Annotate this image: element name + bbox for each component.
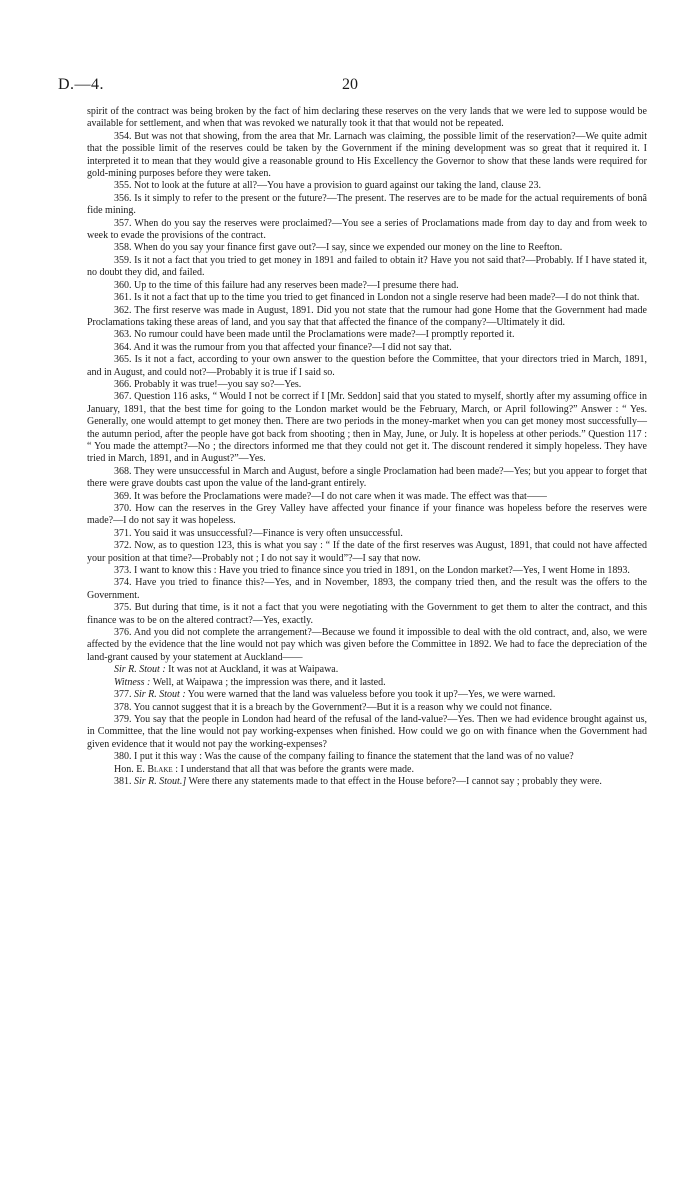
testimony-paragraph — [87, 342, 647, 354]
testimony-paragraph — [87, 565, 647, 577]
paragraph-text: 367. Question 116 asks, “ Would I not be correct if I [Mr. Seddon] said that you stated to myself, shortly after my assuming office in January, 1891, that the best time for going to the London market would be the February, March, or April following?” Answer : “ Yes. Generally, one would attempt to get money then. There are two periods in the money-market when you can get money most successfully—the autumn period, after the people have got back from shooting ; then in May, June, or July. It is hopeless at other periods.” Question 117 : “ You made the attempt?—No ; the directors informed me that they could not get it. The discount rendered it simply hopeless. They have tried in March, 1891, and in August?”—Yes. — [87, 391, 647, 465]
paragraph-text: Were there any statements made to that effect in the House before?—I cannot say ; probably they were. — [186, 775, 602, 787]
paragraph-text: 376. And you did not complete the arrangement?—Because we found it impossible to deal with the old contract, and, also, we were affected by the evidence that the line would not pay which was given before the Committee in 1892. We had to face the depreciation of the land-grant caused by your statement at Auckland—— — [87, 627, 647, 663]
paragraph-text: 370. How can the reserves in the Grey Valley have affected your finance if your finance was hopeless before the reserves were made?—I do not say it was hopeless. — [87, 503, 647, 527]
paragraph-text: 374. Have you tried to finance this?—Yes, and in November, 1893, the company tried then, and the result was the offers to the Government. — [87, 577, 647, 601]
testimony-paragraph — [87, 503, 647, 528]
testimony-paragraph — [87, 193, 647, 218]
testimony-paragraph — [87, 664, 647, 676]
testimony-paragraph — [87, 131, 647, 181]
speaker-name: Sir R. Stout : — [134, 689, 186, 701]
body-text — [87, 106, 647, 788]
paragraph-text: 371. You said it was unsuccessful?—Finance is very often unsuccessful. — [114, 527, 403, 539]
paragraph-text: 368. They were unsuccessful in March and August, before a single Proclamation had been made?—Yes; but you appear to forget that there were grave doubts cast upon the value of the land-grant entirely. — [87, 465, 647, 490]
testimony-paragraph — [87, 218, 647, 243]
paragraph-text: 369. It was before the Proclamations were made?—I do not care when it was made. The effect was that—— — [114, 490, 547, 502]
testimony-paragraph — [87, 354, 647, 379]
paragraph-text: 372. Now, as to question 123, this is what you say : “ If the date of the first reserves was August, 1891, that could not have affected your position at that time?—Probably not ; I do not say it would”?—I say that now. — [87, 540, 647, 564]
testimony-paragraph — [87, 280, 647, 292]
testimony-paragraph — [87, 491, 647, 503]
testimony-paragraph — [87, 255, 647, 280]
testimony-paragraph — [87, 751, 647, 763]
testimony-paragraph — [87, 292, 647, 304]
paragraph-text: 354. But was not that showing, from the area that Mr. Larnach was claiming, the possible limit of the reservation?—We quite admit that the possible limit of the reserves could be taken by the Government if the mining development was so great that it required it. I interpreted it to mean that they would give a reasonable ground to His Excellency the Governor to show that these lands were required for gold-mining purposes before they were taken. — [87, 130, 647, 180]
testimony-paragraph — [87, 577, 647, 602]
paragraph-prefix: Hon. E. — [114, 763, 148, 775]
paragraph-text: You were warned that the land was valueless before you took it up?—Yes, we were warned. — [185, 689, 556, 701]
paragraph-text: 375. But during that time, is it not a fact that you were negotiating with the Government to get them to alter the contract, and this finance was to be on the altered contract?—Yes, exactly. — [87, 602, 647, 626]
paragraph-text: 360. Up to the time of this failure had any reserves been made?—I presume there had. — [114, 279, 459, 291]
paragraph-text: 366. Probably it was true!—you say so?—Yes. — [114, 378, 302, 390]
testimony-paragraph — [87, 329, 647, 341]
paragraph-text: 378. You cannot suggest that it is a breach by the Government?—But it is a reason why we could not finance. — [114, 701, 552, 713]
paragraph-text: Well, at Waipawa ; the impression was there, and it lasted. — [150, 676, 386, 688]
paragraph-text: 380. I put it this way : Was the cause of the company failing to finance the statement that the land was of no value? — [114, 751, 574, 763]
paragraph-text: 357. When do you say the reserves were proclaimed?—You see a series of Proclamations made from day to day and from week to week to evade the provisions of the contract. — [87, 217, 647, 242]
paragraph-text: 379. You say that the people in London had heard of the refusal of the land-value?—Yes. Then we had evidence brought against us, in Committee, that the line would not pay working-expenses when finished. How could we go on with finance when the Government had given evidence that it would not pay the working-expenses? — [87, 713, 647, 750]
paragraph-text: 365. Is it not a fact, according to your own answer to the question before the Committee, that your directors tried in March, 1891, and in August, and could not?—Probably it is true if I said so. — [87, 354, 647, 378]
paragraph-text: 356. Is it simply to refer to the present or the future?—The present. The reserves are to be made for the actual requirements of bonâ fide mining. — [87, 192, 647, 217]
testimony-paragraph — [87, 466, 647, 491]
paragraph-prefix: 381. — [114, 775, 134, 787]
testimony-paragraph — [87, 305, 647, 330]
testimony-paragraph — [87, 540, 647, 565]
paragraph-text: 362. The first reserve was made in August, 1891. Did you not state that the rumour had gone Home that the Government had made Proclamations taking these areas of land, and you say that that affected the finance of the company?—Ultimately it did. — [87, 304, 647, 328]
paragraph-text: 358. When do you say your finance first gave out?—I say, since we expended our money on the line to Reefton. — [114, 242, 563, 254]
testimony-paragraph — [87, 677, 647, 689]
testimony-paragraph — [87, 602, 647, 627]
paragraph-text: : I understand that all that was before the grants were made. — [172, 763, 414, 775]
paragraph-text: 363. No rumour could have been made until the Proclamations were made?—I promptly reported it. — [114, 329, 515, 341]
paragraph-text: 373. I want to know this : Have you tried to finance since you tried in 1891, on the London market?—Yes, I went Home in 1893. — [114, 565, 630, 577]
paragraph-text: 359. Is it not a fact that you tried to get money in 1891 and failed to obtain it? Have you not said that?—Probably. If I have stated it, no doubt they did, and failed. — [87, 254, 647, 279]
speaker-name: Sir R. Stout : — [114, 664, 166, 676]
testimony-paragraph — [87, 242, 647, 254]
testimony-paragraph — [87, 379, 647, 391]
testimony-paragraph — [87, 776, 647, 788]
testimony-paragraph — [87, 180, 647, 192]
paragraph-prefix: 377. — [114, 689, 134, 701]
testimony-paragraph — [87, 764, 647, 776]
testimony-paragraph — [87, 702, 647, 714]
paragraph-text: It was not at Auckland, it was at Waipawa. — [165, 664, 339, 676]
continued-paragraph: spirit of the contract was being broken by the fact of him declaring these reserves on the very lands that we were led to suppose would be available for settlement, and when that was revoked we naturally took it that that would not be repeated. — [87, 106, 647, 130]
paragraph-text: 364. And it was the rumour from you that affected your finance?—I did not say that. — [114, 341, 452, 353]
speaker-name: Blake — [147, 763, 173, 775]
testimony-paragraph — [87, 391, 647, 465]
testimony-paragraph — [87, 714, 647, 751]
testimony-paragraph — [87, 689, 647, 701]
speaker-name: Witness : — [114, 676, 151, 688]
paragraph-text: 355. Not to look at the future at all?—You have a provision to guard against our taking the land, clause 23. — [114, 180, 541, 192]
testimony-paragraph — [87, 627, 647, 664]
testimony-paragraph — [87, 528, 647, 540]
paragraph-text: 361. Is it not a fact that up to the time you tried to get financed in London not a single reserve had been made?—I do not think that. — [114, 292, 640, 304]
page-number: 20 — [342, 76, 358, 93]
speaker-name: Sir R. Stout.] — [134, 775, 187, 787]
section-reference: D.—4. — [58, 76, 105, 93]
